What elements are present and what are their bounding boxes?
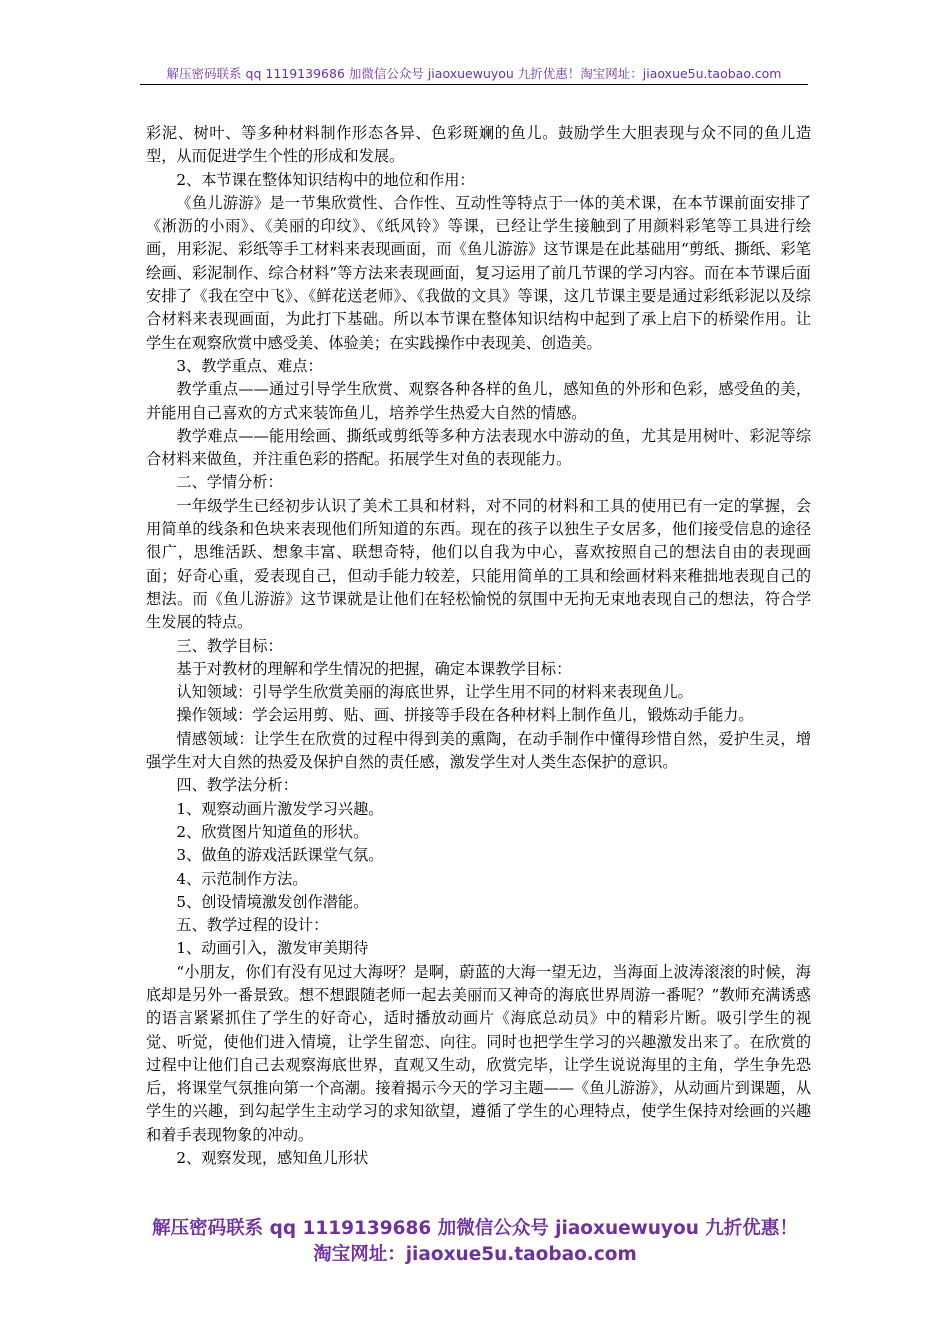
paragraph: 教学重点——通过引导学生欣赏、观察各种各样的鱼儿，感知鱼的外形和色彩，感受鱼的美，并能用自己喜欢的方式来装饰鱼儿，培养学生热爱大自然的情感。 (146, 380, 811, 422)
paragraph: 《鱼儿游游》是一节集欣赏性、合作性、互动性等特点于一体的美术课，在本节课前面安排了《淅沥的小雨》、《美丽的印纹》、《纸风铃》等课，已经让学生接触到了用颜料彩笔等工具进行绘画，用彩泥、彩纸等手工材料来表现画面，而《鱼儿游游》这节课是在此基础用“剪纸、撕纸、彩笔绘画、彩泥制作、综合材料”等方法来表现画面，复习运用了前几节课的学习内容。而在本节课后面安排了《我在空中飞》、《鲜花送老师》、《我做的文具》等课，这几节课主要是通过彩纸彩泥以及综合材料来表现画面，为此打下基础。所以本节课在整体知识结构中起到了承上启下的桥梁作用。让学生在观察欣赏中感受美、体验美；在实践操作中表现美、创造美。 (146, 193, 811, 352)
header-divider (140, 84, 808, 85)
page-header-notice: 解压密码联系 qq 1119139686 加微信公众号 jiaoxuewuyou 九折优惠！淘宝网址：jiaoxue5u.taobao.com (166, 66, 782, 81)
paragraph: 四、教学法分析： (176, 776, 298, 795)
paragraph: 教学难点——能用绘画、撕纸或剪纸等多种方法表现水中游动的鱼，尤其是用树叶、彩泥等综合材料来做鱼，并注重色彩的搭配。拓展学生对鱼的表现能力。 (146, 426, 811, 469)
footer-line-contact: 解压密码联系 qq 1119139686 加微信公众号 jiaoxuewuyou 九折优惠！ (152, 1218, 798, 1239)
footer-line-shop-url: 淘宝网址：jiaoxue5u.taobao.com (313, 1244, 637, 1265)
paragraph: 3、做鱼的游戏活跃课堂气氛。 (176, 846, 384, 865)
paragraph: 2、欣赏图片知道鱼的形状。 (176, 822, 369, 841)
paragraph: 5、创设情境激发创作潜能。 (176, 892, 369, 911)
paragraph: 操作领域：学会运用剪、贴、画、拼接等手段在各种材料上制作鱼儿，锻炼动手能力。 (176, 706, 754, 725)
paragraph: 1、动画引入，激发审美期待 (176, 939, 369, 958)
paragraph: 2、本节课在整体知识结构中的地位和作用： (176, 170, 475, 189)
paragraph: 情感领域：让学生在欣赏的过程中得到美的熏陶，在动手制作中懂得珍惜自然，爱护生灵，增强学生对大自然的热爱及保护自然的责任感，激发学生对人类生态保护的意识。 (146, 729, 811, 772)
paragraph: 2、观察发现，感知鱼儿形状 (176, 1149, 369, 1168)
paragraph: 三、教学目标： (176, 636, 283, 655)
paragraph: 3、教学重点、难点： (176, 356, 323, 375)
paragraph: 1、观察动画片激发学习兴趣。 (176, 799, 384, 818)
document-body (146, 122, 811, 1170)
paragraph: “小朋友，你们有没有见过大海呀？是啊，蔚蓝的大海一望无边，当海面上波涛滚滚的时候，海底却是另外一番景致。想不想跟随老师一起去美丽而又神奇的海底世界周游一番呢？”教师充满诱惑的语言紧紧抓住了学生的好奇心，适时播放动画片《海底总动员》中的精彩片断。吸引学生的视觉、听觉，使他们进入情境，让学生留恋、向往。同时也把学生学习的兴趣激发出来了。在欣赏的过程中让他们自己去观察海底世界，直观又生动，欣赏完毕，让学生说说海里的主角，学生争先恐后，将课堂气氛推向第一个高潮。接着揭示今天的学习主题——《鱼儿游游》，从动画片到课题，从学生的兴趣，到勾起学生主动学习的求知欲望，遵循了学生的心理特点，使学生保持对绘画的兴趣和着手表现物象的冲动。 (146, 962, 811, 1144)
paragraph: 基于对教材的理解和学生情况的把握，确定本课教学目标： (176, 659, 572, 678)
page-footer-notice (110, 1216, 840, 1268)
paragraph: 4、示范制作方法。 (176, 869, 308, 888)
paragraph: 彩泥、树叶、等多种材料制作形态各异、色彩斑斓的鱼儿。鼓励学生大胆表现与众不同的鱼儿造型，从而促进学生个性的形成和发展。 (146, 124, 811, 166)
paragraph: 五、教学过程的设计： (176, 916, 329, 935)
paragraph: 二、学情分析： (176, 473, 283, 492)
paragraph: 一年级学生已经初步认识了美术工具和材料，对不同的材料和工具的使用已有一定的掌握，会用简单的线条和色块来表现他们所知道的东西。现在的孩子以独生子女居多，他们接受信息的途径很广，思维活跃、想象丰富、联想奇特，他们以自我为中心，喜欢按照自己的想法自由的表现画面；好奇心重，爱表现自己，但动手能力较差，只能用简单的工具和绘画材料来稚拙地表现自己的想法。而《鱼儿游游》这节课就是让他们在轻松愉悦的氛围中无拘无束地表现自己的想法，符合学生发展的特点。 (146, 496, 811, 632)
paragraph: 认知领域：引导学生欣赏美丽的海底世界，让学生用不同的材料来表现鱼儿。 (176, 683, 693, 702)
